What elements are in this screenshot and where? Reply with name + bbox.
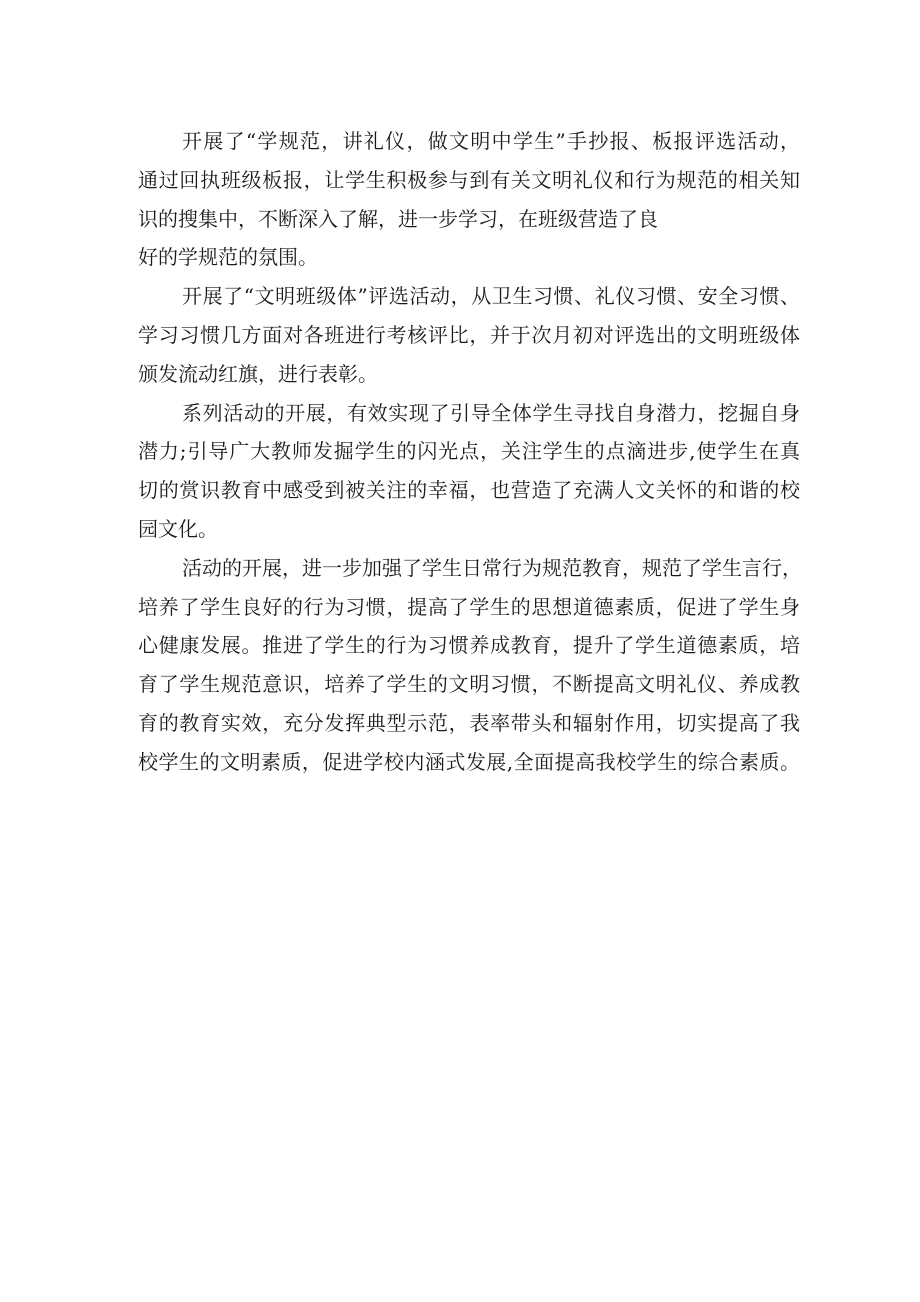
text-line: 心健康发展。推进了学生的行为习惯养成教育，提升了学生道德素质，培 — [138, 633, 800, 658]
text-line: 切的赏识教育中感受到被关注的幸福，也营造了充满人文关怀的和谐的校 — [138, 478, 800, 503]
text-line: 育的教育实效，充分发挥典型示范，表率带头和辐射作用，切实提高了我 — [138, 710, 800, 735]
text-line: 颁发流动红旗，进行表彰。 — [138, 361, 378, 386]
paragraph — [138, 549, 800, 782]
text-line: 活动的开展，进一步加强了学生日常行为规范教育，规范了学生言行， — [182, 555, 802, 580]
text-line: 开展了“文明班级体”评选活动，从卫生习惯、礼仪习惯、安全习惯、 — [182, 284, 800, 309]
text-line: 育了学生规范意识，培养了学生的文明习惯，不断提高文明礼仪、养成教 — [138, 672, 800, 697]
text-line: 园文化。 — [138, 516, 218, 541]
text-line: 潜力;引导广大教师发掘学生的闪光点，关注学生的点滴进步,使学生在真 — [138, 439, 800, 464]
text-line: 校学生的文明素质，促进学校内涵式发展,全面提高我校学生的综合素质。 — [138, 749, 800, 774]
text-line: 学习习惯几方面对各班进行考核评比，并于次月初对评选出的文明班级体 — [138, 322, 800, 347]
text-line: 开展了“学规范，讲礼仪，做文明中学生”手抄报、板报评选活动， — [182, 129, 800, 153]
text-line: 通过回执班级板报，让学生积极参与到有关文明礼仪和行为规范的相关知 — [138, 167, 800, 192]
paragraph — [138, 122, 800, 277]
paragraph — [138, 394, 800, 549]
document-body — [138, 122, 800, 782]
paragraph — [138, 277, 800, 393]
text-line: 好的学规范的氛围。 — [138, 245, 318, 270]
text-line: 系列活动的开展，有效实现了引导全体学生寻找自身潜力，挖掘自身 — [182, 400, 800, 425]
text-line: 识的搜集中，不断深入了解，进一步学习，在班级营造了良 — [138, 206, 658, 231]
text-line: 培养了学生良好的行为习惯，提高了学生的思想道德素质，促进了学生身 — [138, 594, 800, 619]
